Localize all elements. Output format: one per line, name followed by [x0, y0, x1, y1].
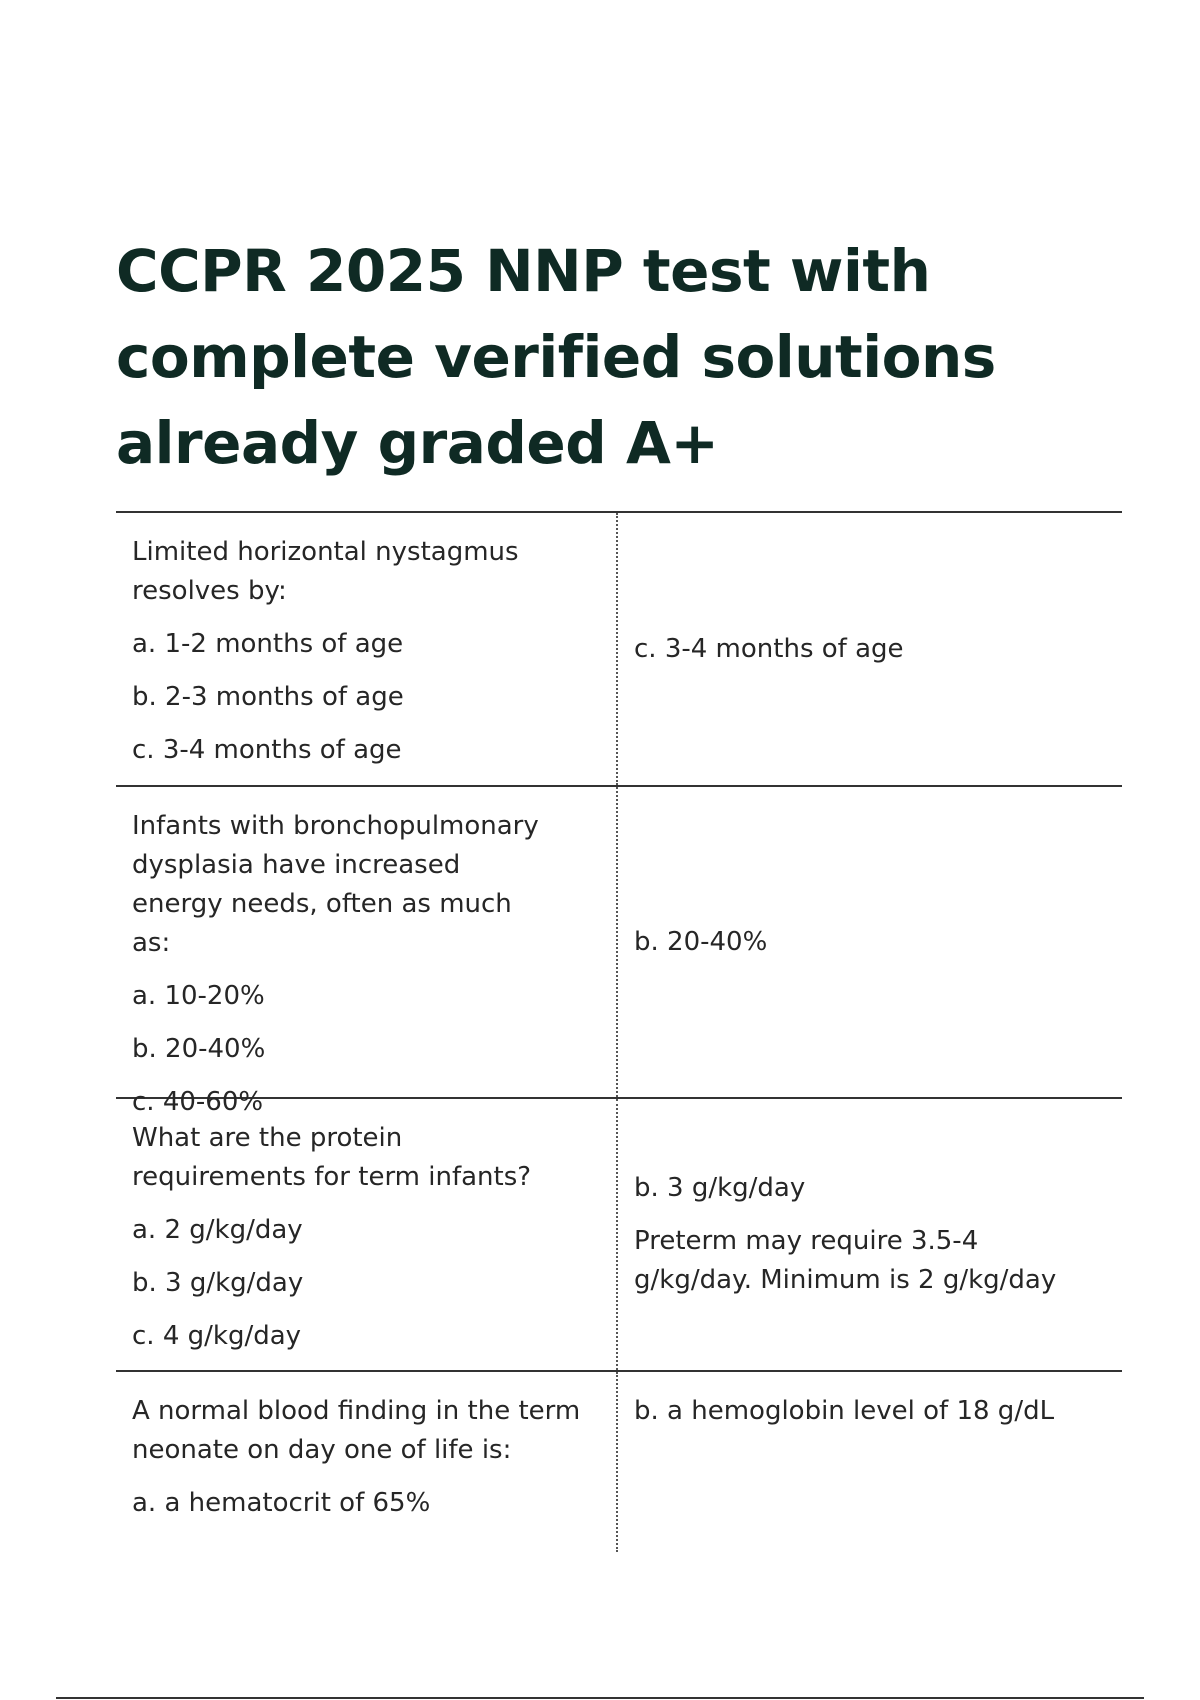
option-b: b. 2-3 months of age	[132, 682, 404, 712]
answer-cell-2	[618, 787, 1122, 1097]
qa-row-1	[116, 511, 1122, 785]
qa-row-3	[116, 1097, 1122, 1370]
option-c: c. 40-60%	[132, 1087, 264, 1117]
question-text: What are the protein requirements for term infants?	[132, 1123, 532, 1192]
question-text: Limited horizontal nystagmus resolves by:	[132, 537, 519, 606]
question-cell-3	[116, 1099, 618, 1370]
answer-text: c. 3-4 months of age	[634, 633, 904, 664]
question-text: Infants with bronchopulmonary dysplasia have increased energy needs, often as much as:	[132, 811, 539, 958]
question-cell-1	[116, 513, 618, 785]
option-a: a. 1-2 months of age	[132, 629, 404, 659]
option-a: a. 10-20%	[132, 981, 265, 1011]
option-a: a. a hematocrit of 65%	[132, 1488, 431, 1518]
footer-rule	[56, 1697, 1144, 1699]
answer-text: b. 20-40%	[634, 926, 768, 957]
answer-cell-1	[618, 513, 1122, 785]
option-b: b. 3 g/kg/day	[132, 1268, 304, 1298]
answer-note: Preterm may require 3.5-4 g/kg/day. Minimum is 2 g/kg/day	[634, 1226, 1057, 1295]
qa-table	[116, 511, 1122, 1552]
option-a: a. 2 g/kg/day	[132, 1215, 303, 1245]
question-cell-4	[116, 1372, 618, 1552]
answer-text: b. 3 g/kg/day	[634, 1173, 806, 1203]
option-c: c. 3-4 months of age	[132, 735, 402, 765]
qa-row-4	[116, 1370, 1122, 1552]
option-b: b. 20-40%	[132, 1034, 266, 1064]
question-text: A normal blood finding in the term neonate on day one of life is:	[132, 1396, 581, 1465]
answer-cell-4	[618, 1372, 1122, 1552]
page-title: CCPR 2025 NNP test with complete verified solutions already graded A+	[116, 237, 996, 477]
answer-text: b. a hemoglobin level of 18 g/dL	[634, 1396, 1055, 1426]
question-cell-2	[116, 787, 618, 1117]
option-c: c. 4 g/kg/day	[132, 1321, 302, 1351]
answer-cell-3	[618, 1099, 1122, 1370]
qa-row-2	[116, 785, 1122, 1117]
